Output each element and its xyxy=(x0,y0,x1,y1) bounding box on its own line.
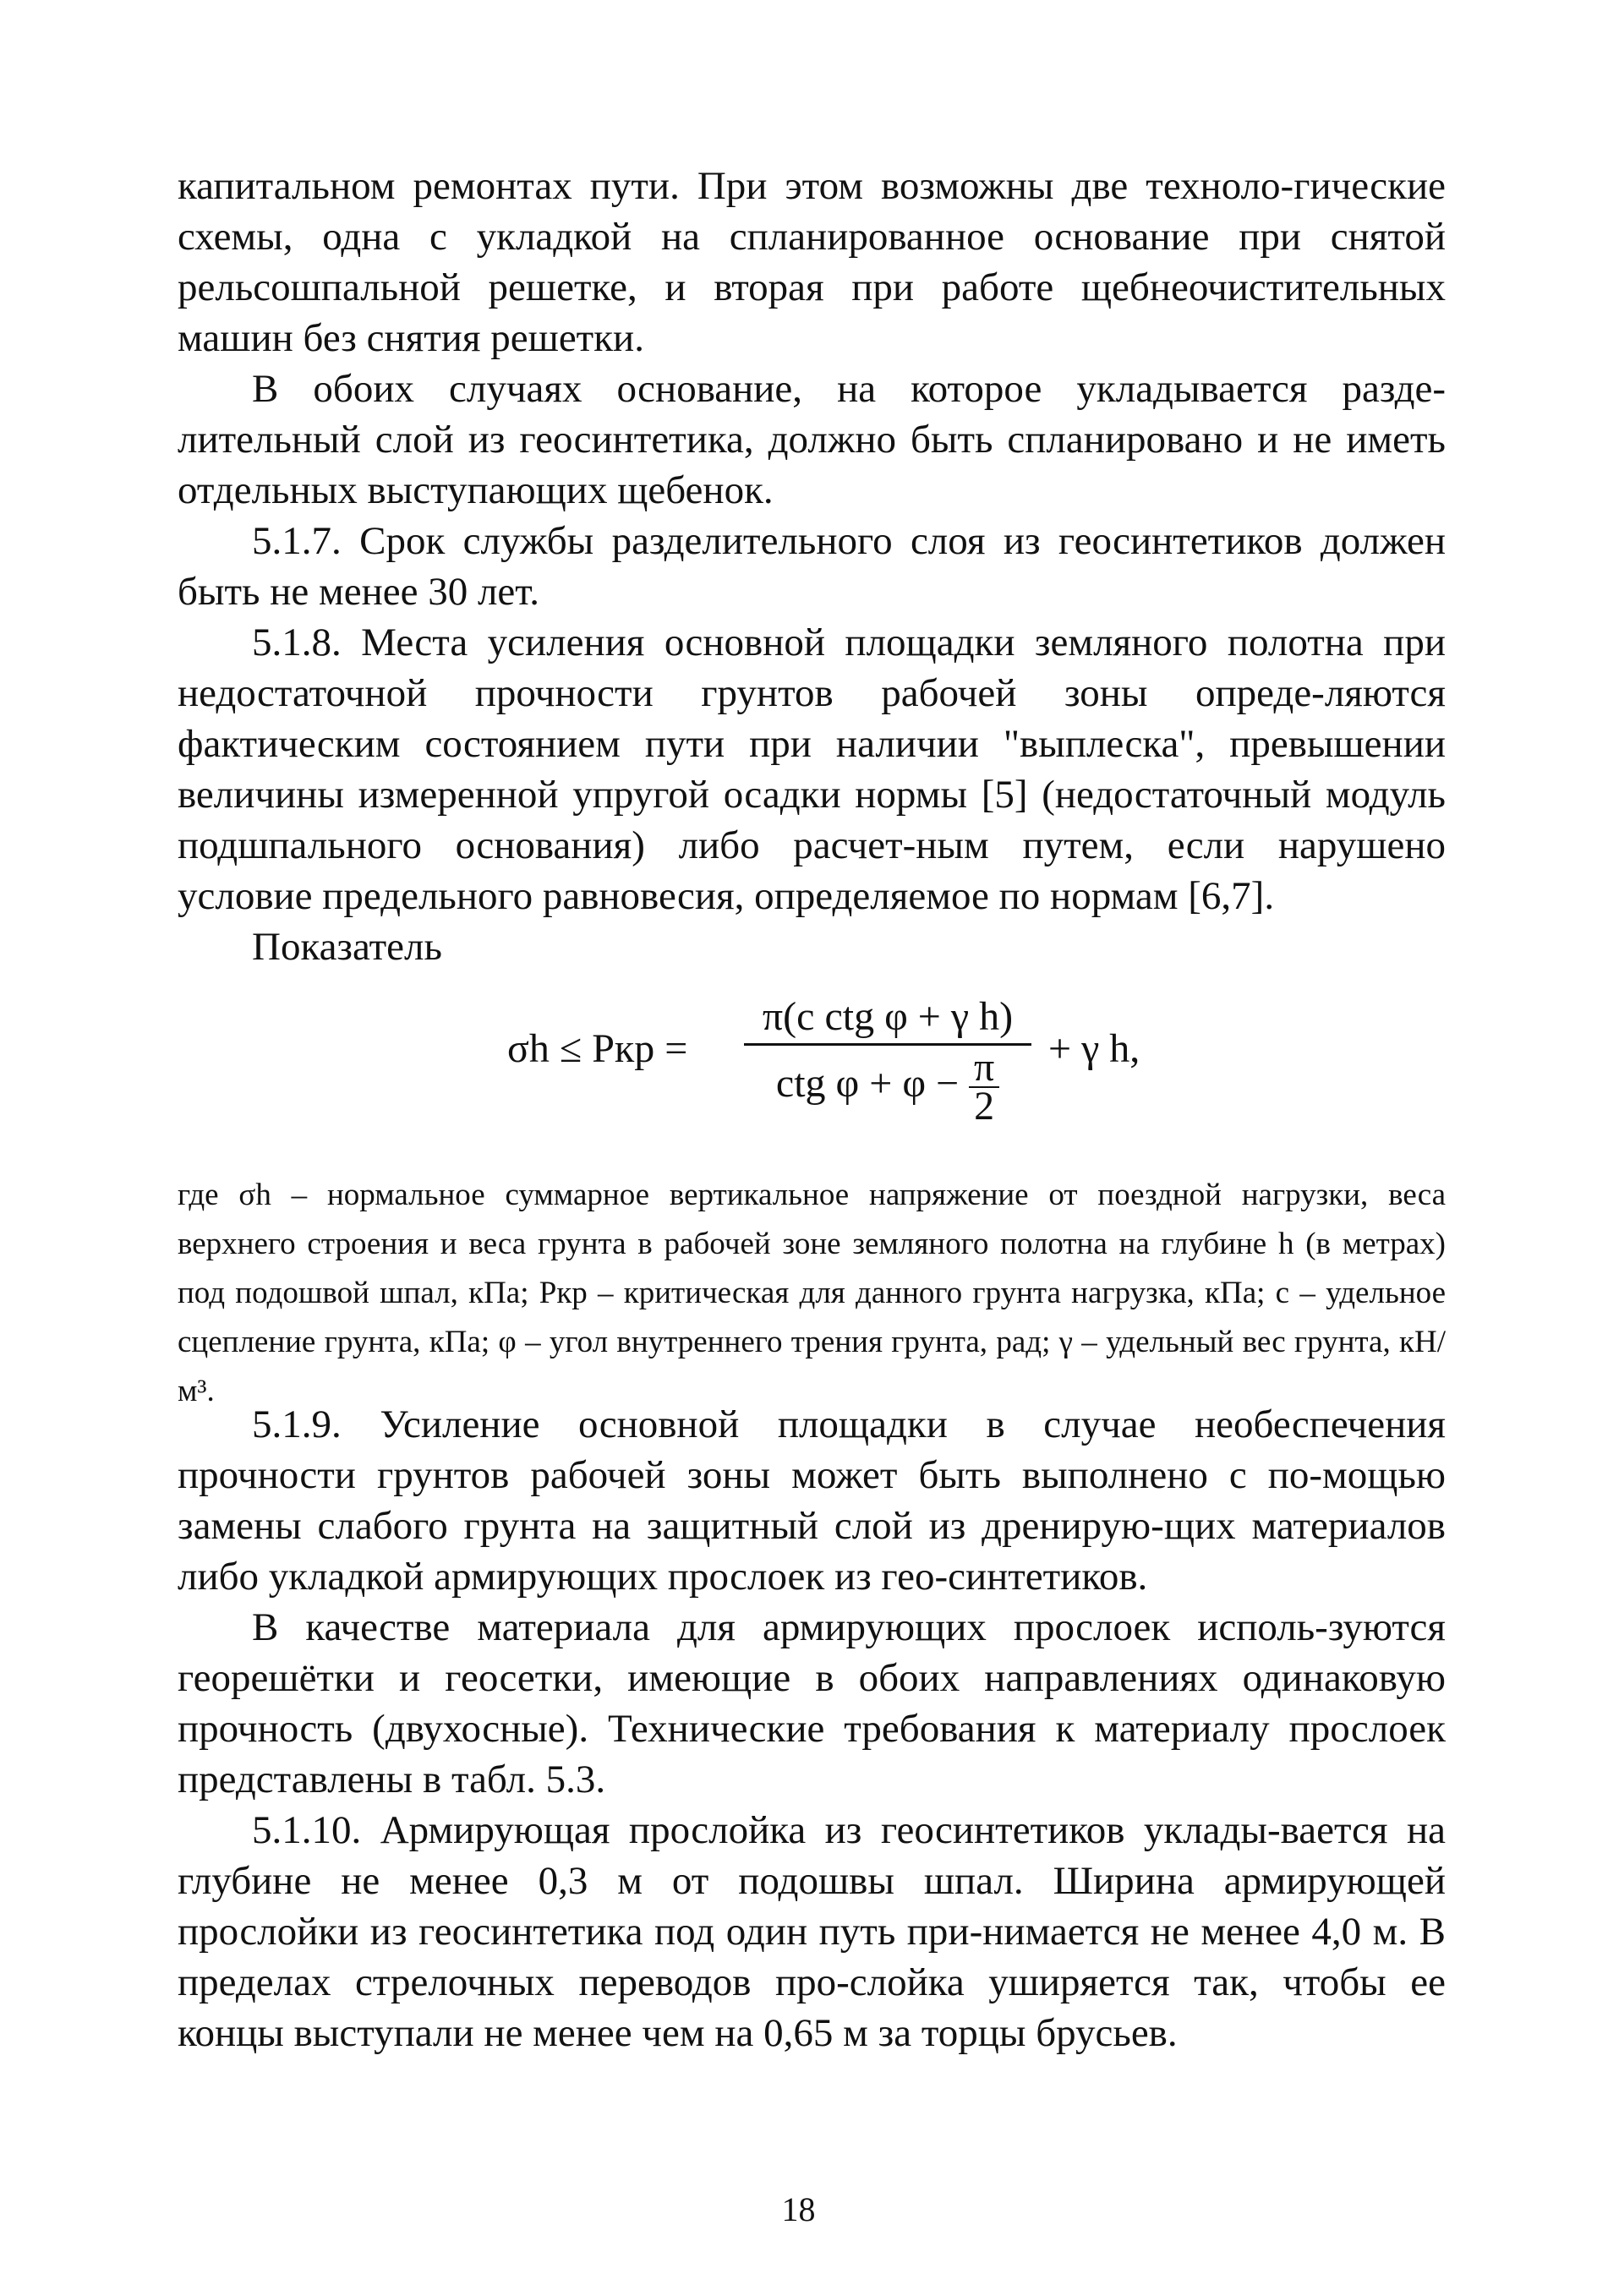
formula-lhs: σh ≤ Pкр = xyxy=(507,1026,688,1071)
page-number: 18 xyxy=(781,2190,816,2228)
paragraph-5-1-7: 5.1.7. Срок службы разделительного слоя из геосинтетиков должен быть не менее 30 лет. xyxy=(178,519,1446,614)
formula-two: 2 xyxy=(974,1084,995,1129)
formula-denominator xyxy=(744,1045,1031,1129)
paragraph-5-1-8: 5.1.8. Места усиления основной площадки земляного полотна при недостаточной прочности грунтов рабочей зоны опреде-ляются фактическим состоянием пути при наличии "выплеска", превышении величины измеренной упругой осадки нормы [5] (недостаточный модуль подшпального основания) либо расчет-ным путем, если нарушено условие предельного равновесия, определяемое по нормам [6,7]. xyxy=(178,620,1446,918)
formula-denominator-main: ctg φ + φ − xyxy=(775,1061,960,1107)
formula-rhs: + γ h, xyxy=(1048,1026,1140,1071)
text-block-top xyxy=(178,161,1446,972)
formula-numerator: π(c ctg φ + γ h) xyxy=(762,994,1014,1039)
paragraph-base-planning: В обоих случаях основание, на которое укладывается разде-лительный слой из геосинтетика, должно быть спланировано и не иметь отдельных выступающих щебенок. xyxy=(178,367,1446,512)
paragraph-reinforcement-materials: В качестве материала для армирующих прослоек исполь-зуются георешётки и геосетки, имеющие в обоих направлениях одинаковую прочность (двухосные). Технические требования к материалу прослоек представлены в табл. 5.3. xyxy=(178,1605,1446,1801)
formula-pi: π xyxy=(973,1045,995,1090)
critical-load-formula xyxy=(507,993,1268,1154)
paragraph-continuation: капитальном ремонтах пути. При этом возможны две техноло-гические схемы, одна с укладкой на спланированное основание при снятой рельсошпальной решетке, и вторая при работе щебнеочистительных машин без снятия решетки. xyxy=(178,164,1446,360)
paragraph-indicator: Показатель xyxy=(252,925,442,969)
formula-pi-half xyxy=(969,1045,999,1129)
formula-note-block xyxy=(178,1171,1446,1416)
text-block-bottom xyxy=(178,1399,1446,2058)
paragraph-5-1-9: 5.1.9. Усиление основной площадки в случае необеспечения прочности грунтов рабочей зоны может быть выполнено с по-мощью замены слабого грунта на защитный слой из дренирую-щих материалов либо укладкой армирующих прослоек из гео-синтетиков. xyxy=(178,1402,1446,1599)
formula-fraction xyxy=(744,993,1031,1129)
formula-legend: где σh – нормальное суммарное вертикальное напряжение от поездной нагрузки, веса верхнего строения и веса грунта в рабочей зоне земляного полотна на глубине h (в метрах) под подошвой шпал, кПа; Pкр – критическая для данного грунта нагрузка, кПа; c – удельное сцепление грунта, кПа; φ – угол внутреннего трения грунта, рад; γ – удельный вес грунта, кН/м³. xyxy=(178,1178,1446,1408)
paragraph-5-1-10: 5.1.10. Армирующая прослойка из геосинтетиков уклады-вается на глубине не менее 0,3 м от подошвы шпал. Ширина армирующей прослойки из геосинтетика под один путь при-нимается не менее 4,0 м. В пределах стрелочных переводов про-слойка уширяется так, чтобы ее концы выступали не менее чем на 0,65 м за торцы брусьев. xyxy=(178,1808,1446,2055)
